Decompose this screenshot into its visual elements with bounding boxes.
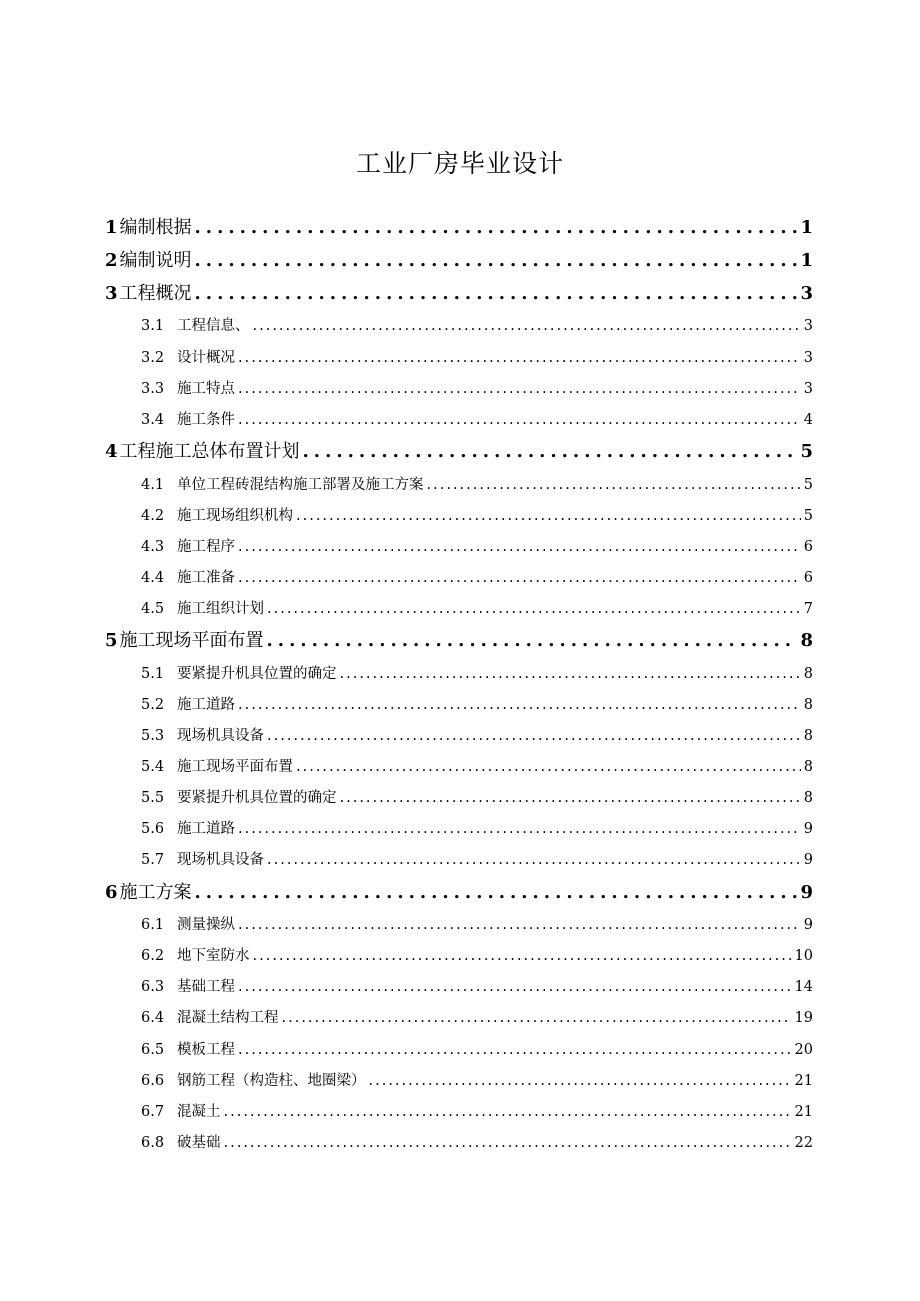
toc-entry[interactable] <box>141 595 813 623</box>
toc-entry-page-number: 10 <box>794 948 813 964</box>
toc-entry-number: 1 <box>105 217 118 238</box>
toc-entry-number: 4.5 <box>141 601 165 617</box>
toc-dot-leader <box>296 502 801 530</box>
toc-entry-number: 5.6 <box>141 821 165 837</box>
toc-entry-label: 施工方案 <box>119 882 192 903</box>
toc-dot-leader <box>340 660 801 688</box>
toc-dot-leader <box>224 1129 792 1157</box>
toc-entry[interactable] <box>141 406 813 434</box>
toc-entry[interactable] <box>105 213 813 243</box>
toc-entry[interactable] <box>141 815 813 843</box>
toc-dot-leader <box>224 1098 792 1126</box>
toc-dot-leader <box>253 312 801 340</box>
toc-entry-number: 5.4 <box>141 759 165 775</box>
toc-entry-page-number: 3 <box>803 350 813 366</box>
toc-entry-number: 6 <box>105 882 118 903</box>
toc-entry-number: 6.3 <box>141 979 165 995</box>
toc-entry[interactable] <box>105 878 813 908</box>
toc-entry-number: 5.5 <box>141 790 165 806</box>
toc-dot-leader <box>369 1067 792 1095</box>
toc-entry-label: 施工现场平面布置 <box>119 630 264 651</box>
toc-entry-page-number: 9 <box>800 882 813 903</box>
toc-entry[interactable] <box>141 1098 813 1126</box>
toc-entry-label: 编制说明 <box>119 250 192 271</box>
toc-entry-label: 设计概况 <box>177 350 235 366</box>
toc-dot-leader <box>253 942 792 970</box>
toc-entry-number: 3.4 <box>141 412 165 428</box>
toc-entry-label: 钢筋工程（构造柱、地圈梁） <box>177 1073 366 1089</box>
toc-entry-page-number: 3 <box>803 318 813 334</box>
toc-entry-label: 单位工程砖混结构施工部署及施工方案 <box>177 477 424 493</box>
toc-entry-label: 编制根据 <box>119 217 192 238</box>
toc-entry[interactable] <box>141 375 813 403</box>
toc-entry-page-number: 8 <box>803 666 813 682</box>
toc-entry-page-number: 6 <box>803 570 813 586</box>
toc-entry-page-number: 6 <box>803 539 813 555</box>
toc-entry[interactable] <box>141 660 813 688</box>
toc-entry-page-number: 5 <box>800 441 813 462</box>
toc-entry[interactable] <box>105 626 813 656</box>
toc-dot-leader <box>238 1036 792 1064</box>
toc-dot-leader <box>238 815 801 843</box>
toc-entry-page-number: 8 <box>803 697 813 713</box>
toc-entry-number: 5.1 <box>141 666 165 682</box>
toc-dot-leader <box>267 722 801 750</box>
toc-entry-label: 施工现场组织机构 <box>177 508 293 524</box>
toc-entry-page-number: 14 <box>794 979 813 995</box>
toc-dot-leader <box>195 279 798 309</box>
toc-entry-label: 工程信息、 <box>177 318 250 334</box>
toc-entry-number: 4 <box>105 441 118 462</box>
toc-entry-label: 施工道路 <box>177 821 235 837</box>
toc-entry-page-number: 1 <box>800 217 813 238</box>
toc-entry-label: 工程概况 <box>119 283 192 304</box>
toc-entry-label: 要紧提升机具位置的确定 <box>177 666 337 682</box>
toc-dot-leader <box>238 375 801 403</box>
toc-entry-label: 混凝土结构工程 <box>177 1010 279 1026</box>
toc-entry-label: 施工特点 <box>177 381 235 397</box>
toc-entry-number: 6.1 <box>141 917 165 933</box>
toc-entry-page-number: 9 <box>803 852 813 868</box>
toc-dot-leader <box>195 246 798 276</box>
toc-entry-number: 2 <box>105 250 118 271</box>
toc-entry[interactable] <box>105 437 813 467</box>
toc-entry-label: 现场机具设备 <box>177 728 264 744</box>
toc-entry[interactable] <box>141 344 813 372</box>
toc-entry[interactable] <box>141 1004 813 1032</box>
toc-dot-leader <box>303 437 798 467</box>
toc-entry-label: 现场机具设备 <box>177 852 264 868</box>
toc-entry[interactable] <box>141 502 813 530</box>
toc-entry[interactable] <box>105 279 813 309</box>
toc-entry[interactable] <box>141 722 813 750</box>
toc-entry[interactable] <box>141 942 813 970</box>
toc-entry[interactable] <box>141 911 813 939</box>
toc-entry[interactable] <box>141 312 813 340</box>
toc-entry-label: 施工现场平面布置 <box>177 759 293 775</box>
toc-entry[interactable] <box>141 691 813 719</box>
toc-entry-label: 地下室防水 <box>177 948 250 964</box>
toc-entry-page-number: 19 <box>794 1010 813 1026</box>
toc-entry[interactable] <box>105 246 813 276</box>
toc-entry[interactable] <box>141 973 813 1001</box>
toc-dot-leader <box>267 626 798 656</box>
toc-entry-number: 6.2 <box>141 948 165 964</box>
toc-dot-leader <box>427 471 801 499</box>
toc-entry-label: 破基础 <box>177 1135 221 1151</box>
toc-entry[interactable] <box>141 533 813 561</box>
toc-entry-page-number: 8 <box>803 759 813 775</box>
toc-entry-number: 3.1 <box>141 318 165 334</box>
toc-entry-page-number: 9 <box>803 917 813 933</box>
toc-entry-number: 4.3 <box>141 539 165 555</box>
toc-entry-page-number: 20 <box>794 1042 813 1058</box>
toc-entry[interactable] <box>141 1129 813 1157</box>
toc-entry-page-number: 7 <box>803 601 813 617</box>
toc-entry-label: 施工准备 <box>177 570 235 586</box>
toc-entry-label: 混凝土 <box>177 1104 221 1120</box>
toc-dot-leader <box>238 406 801 434</box>
toc-dot-leader <box>195 878 798 908</box>
toc-entry-page-number: 8 <box>803 790 813 806</box>
toc-entry-label: 模板工程 <box>177 1042 235 1058</box>
toc-dot-leader <box>282 1004 792 1032</box>
toc-entry-label: 基础工程 <box>177 979 235 995</box>
toc-dot-leader <box>195 213 798 243</box>
toc-entry-number: 5.3 <box>141 728 165 744</box>
toc-entry-label: 施工条件 <box>177 412 235 428</box>
toc-entry-number: 6.6 <box>141 1073 165 1089</box>
toc-entry-label: 施工道路 <box>177 697 235 713</box>
toc-entry-label: 施工组织计划 <box>177 601 264 617</box>
toc-entry-label: 要紧提升机具位置的确定 <box>177 790 337 806</box>
toc-entry-number: 5 <box>105 630 118 651</box>
toc-entry-page-number: 3 <box>803 381 813 397</box>
toc-dot-leader <box>238 564 801 592</box>
toc-entry-number: 4.1 <box>141 477 165 493</box>
toc-entry-page-number: 5 <box>803 508 813 524</box>
toc-entry[interactable] <box>141 1036 813 1064</box>
toc-entry-page-number: 9 <box>803 821 813 837</box>
toc-dot-leader <box>340 784 801 812</box>
toc-entry-page-number: 4 <box>803 412 813 428</box>
toc-entry[interactable] <box>141 846 813 874</box>
toc-entry-page-number: 8 <box>800 630 813 651</box>
toc-dot-leader <box>238 911 801 939</box>
toc-entry-number: 5.2 <box>141 697 165 713</box>
toc-entry-page-number: 22 <box>794 1135 813 1151</box>
toc-entry-number: 3.2 <box>141 350 165 366</box>
toc-entry-label: 工程施工总体布置计划 <box>119 441 300 462</box>
toc-entry-page-number: 8 <box>803 728 813 744</box>
toc-entry[interactable] <box>141 753 813 781</box>
toc-dot-leader <box>267 595 801 623</box>
toc-dot-leader <box>238 344 801 372</box>
toc-entry-number: 6.4 <box>141 1010 165 1026</box>
toc-entry-label: 测量操纵 <box>177 917 235 933</box>
toc-entry-page-number: 21 <box>794 1104 813 1120</box>
toc-entry-number: 6.5 <box>141 1042 165 1058</box>
toc-entry-number: 5.7 <box>141 852 165 868</box>
toc-entry[interactable] <box>141 1067 813 1095</box>
toc-entry-page-number: 5 <box>803 477 813 493</box>
toc-entry-page-number: 1 <box>800 250 813 271</box>
toc-dot-leader <box>238 691 801 719</box>
toc-entry[interactable] <box>141 784 813 812</box>
toc-dot-leader <box>267 846 801 874</box>
toc-entry-number: 6.7 <box>141 1104 165 1120</box>
toc-entry[interactable] <box>141 471 813 499</box>
toc-entry-number: 6.8 <box>141 1135 165 1151</box>
toc-entry-page-number: 3 <box>800 283 813 304</box>
toc-entry-number: 3 <box>105 283 118 304</box>
page-title: 工业厂房毕业设计 <box>355 149 564 178</box>
toc-dot-leader <box>238 973 792 1001</box>
toc-entry-number: 3.3 <box>141 381 165 397</box>
toc-entry-number: 4.4 <box>141 570 165 586</box>
toc-entry-page-number: 21 <box>794 1073 813 1089</box>
toc-entry-number: 4.2 <box>141 508 165 524</box>
toc-dot-leader <box>296 753 801 781</box>
toc-dot-leader <box>238 533 801 561</box>
toc-entry-label: 施工程序 <box>177 539 235 555</box>
toc-entry[interactable] <box>141 564 813 592</box>
